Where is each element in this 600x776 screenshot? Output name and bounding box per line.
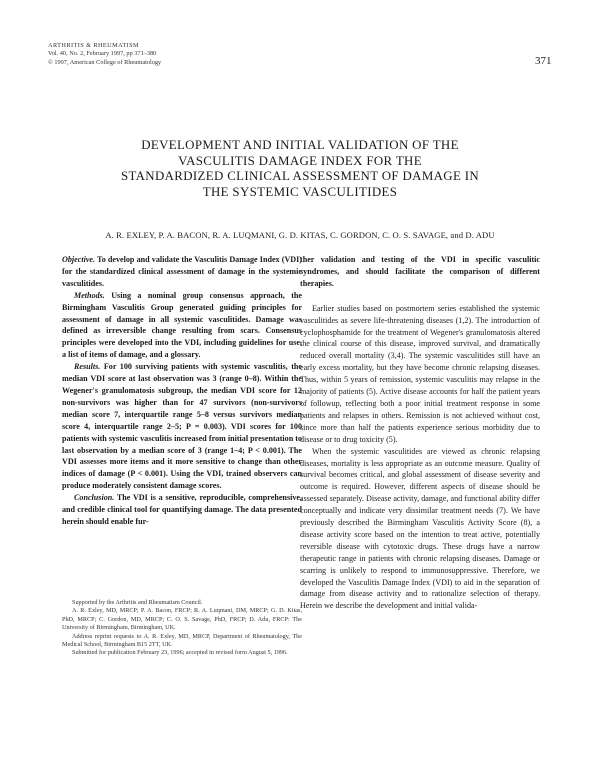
journal-volume: Vol. 40, No. 2, February 1997, pp 371–380 xyxy=(48,50,157,58)
footnotes xyxy=(62,599,302,658)
footnote-reprints: Address reprint requests to A. R. Exley, MD, MRCP, Department of Rheumatology, The Medical School, Birmingham B15 2TT, UK. xyxy=(62,632,302,649)
methods-text: Using a nominal group consensus approach, the Birmingham Vasculitis Group generated guiding principles for assessment of damage in all systemic vasculitides. Damage was defined as irreversible change resulting from scars. Consensus principles were developed into the VDI, including guidelines for use, a list of items of damage, and a glossary. xyxy=(62,290,302,360)
title-line: DEVELOPMENT AND INITIAL VALIDATION OF THE xyxy=(141,138,459,152)
journal-name: ARTHRITIS & RHEUMATISM xyxy=(48,42,139,49)
conclusion-heading: Conclusion. xyxy=(74,493,115,503)
article-title xyxy=(40,138,560,200)
conclusion-text: The VDI is a sensitive, reproducible, comprehensive, and credible clinical tool for quantifying damage. The data presented herein should enable fur- xyxy=(62,493,302,526)
title-line: STANDARDIZED CLINICAL ASSESSMENT OF DAMAGE IN xyxy=(120,169,480,183)
footnote-submitted: Submitted for publication February 23, 1996; accepted in revised form August 5, 1996. xyxy=(72,649,288,657)
methods-heading: Methods. xyxy=(74,290,105,300)
author-list: A. R. EXLEY, P. A. BACON, R. A. LUQMANI, G. D. KITAS, C. GORDON, C. O. S. SAVAGE, and D. ADU xyxy=(105,230,495,240)
footnote-affiliations: A. R. Exley, MD, MRCP; P. A. Bacon, FRCP; R. A. Luqmani, DM, MRCP; G. D. Kitas, PhD, MRCP; C. Gordon, MD, MRCP; C. O. S. Savage, PhD, FRCP; D. Adu, FRCP: The University of Birmingham, Birmingham, UK. xyxy=(62,607,302,632)
journal-header xyxy=(48,42,308,67)
abstract-methods xyxy=(62,290,302,361)
page-number: 371 xyxy=(535,55,552,67)
objective-heading: Objective. xyxy=(62,255,96,264)
abstract-objective xyxy=(62,254,302,290)
journal-copyright: © 1997, American College of Rheumatology xyxy=(48,58,162,66)
title-line: VASCULITIS DAMAGE INDEX FOR THE xyxy=(178,153,422,168)
title-line: THE SYSTEMIC VASCULITIDES xyxy=(202,184,398,199)
results-heading: Results. xyxy=(74,362,101,372)
body-paragraph: Earlier studies based on postmortem series established the systemic vasculitides as severe life-threatening diseases (1,2). The introduction of cyclophosphamide for the treatment of Wegener's granulomatosis altered the clinical course of this disease, improved survival, and dramatically reduced overall mortality (3,4). The systemic vasculitides still have an early excess mortality, but they have become chronic relapsing diseases. Thus, within 5 years of remission, systemic vasculitis may relapse in the majority of patients (5). Active disease accounts for half the patient years of followup, reflecting both a poor initial treatment response in some patients and relapses in others. Remission is not achieved without cost, since more than half the patients experience serious morbidity due to disease or to drug toxicity (5). xyxy=(300,303,540,444)
objective-text: To develop and validate the Vasculitis Damage Index (VDI) for the standardized clinical assessment of damage in the systemic vasculitides. xyxy=(62,255,302,288)
results-text: For 100 surviving patients with systemic vasculitis, the median VDI score at last observation was 3 (range 0–8). Within the Wegener's granulomatosis subgroup, the median VDI score for 12 non-survivors was higher than for 47 survivors (non-survivors median score 7, interquartile range 5–8 versus survivors median score 4, interquartile range 2–5; P = 0.003). VDI scores for 100 patients with systemic vasculitis increased from initial presentation to last observation by a median score of 3 (range 1–4; P < 0.001). The VDI assesses more items and it more sensitive to change than other indices of damage (P < 0.001). Using the VDI, trained observers can produce moderately consistent damage scores. xyxy=(62,362,302,491)
abstract-conclusion xyxy=(62,492,302,528)
body-paragraph: When the systemic vasculitides are viewed as chronic relapsing diseases, mortality is less appropriate as an outcome measure. Quality of survival becomes critical, and global assessment of disease severity and outcome is required. However, different aspects of disease should be assessed separately. Disease activity, damage, and functional ability differ conceptually and indicate very dissimilar treatment needs (7). We have previously described the Birmingham Vasculitis Activity Score (8), a disease activity score based on the intention to treat active, potentially reversible disease with cytotoxic drugs. These drugs have a narrow therapeutic range in patients with chronic relapsing diseases. Damage or scarring is unlikely to respond to immunosuppressive. Therefore, we developed the Vasculitis Damage Index (VDI) to aid in the separation of damage from disease activity and to rationalize selection of therapy. Herein we describe the development and initial valida- xyxy=(300,446,540,611)
abstract-results xyxy=(62,361,302,492)
abstract-continuation: ther validation and testing of the VDI in specific vasculitic syndromes, and should facilitate the comparison of different therapies. xyxy=(300,255,540,288)
introduction xyxy=(300,303,540,613)
abstract-column xyxy=(62,254,302,528)
body-column xyxy=(300,254,540,612)
footnote-support: Supported by the Arthritis and Rheumatism Council. xyxy=(72,599,203,606)
